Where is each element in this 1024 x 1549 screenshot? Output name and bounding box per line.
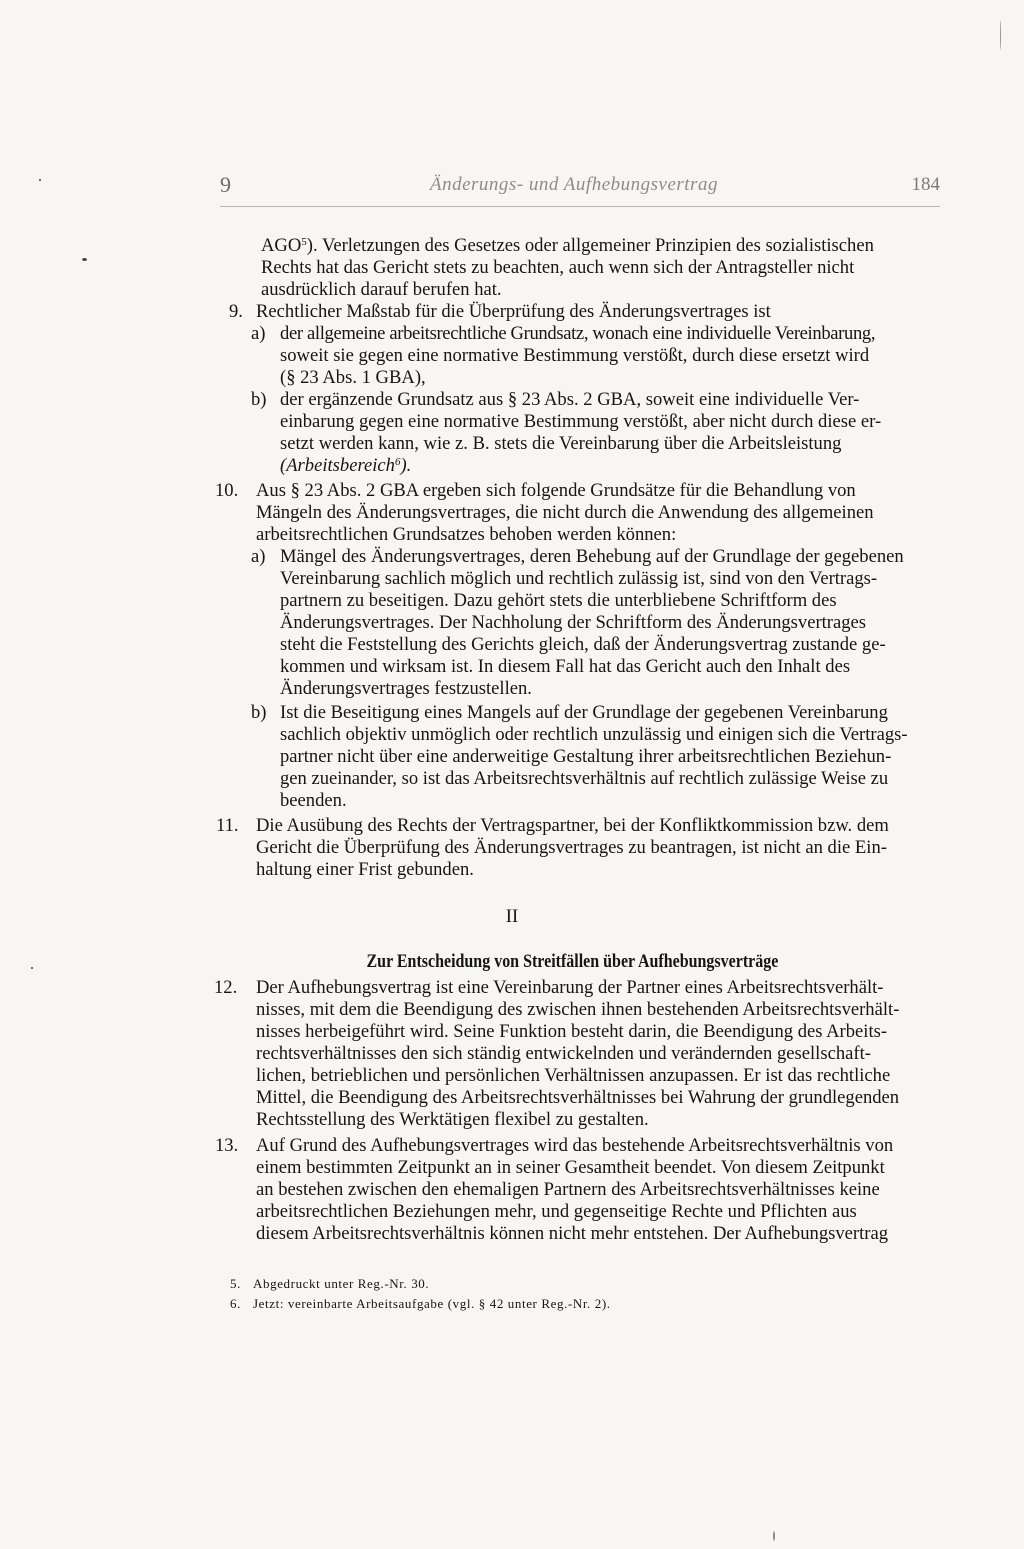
scan-speck: [82, 258, 87, 261]
text-line: gen zueinander, so ist das Arbeitsrechtsverhältnis auf rechtlich zulässige Weise zu: [280, 768, 889, 789]
text-line: Rechtsstellung des Werktätigen flexibel zu gestalten.: [256, 1109, 649, 1130]
text-line: rechtsverhältnisses den sich ständig entwickelnden und verändernden gesellschaft-: [256, 1043, 871, 1064]
item-number: 9.: [229, 301, 243, 322]
subitem-label: a): [251, 546, 266, 567]
text-line: einbarung gegen eine normative Bestimmung verstößt, aber nicht durch diese er-: [280, 411, 882, 432]
scan-speck: [773, 1531, 775, 1541]
text-line: Rechtlicher Maßstab für die Überprüfung des Änderungsvertrages ist: [256, 301, 771, 322]
text-line: haltung einer Frist gebunden.: [256, 859, 474, 880]
footnote-ref: 5: [301, 236, 307, 248]
text-line: ausdrücklich darauf berufen hat.: [261, 279, 502, 300]
item-number: 12.: [214, 977, 238, 998]
text-line: der ergänzende Grundsatz aus § 23 Abs. 2 GBA, soweit eine individuelle Ver-: [280, 389, 860, 410]
footnote-text: Abgedruckt unter Reg.-Nr. 30.: [253, 1276, 430, 1291]
text-line: Mängeln des Änderungsvertrages, die nicht durch die Anwendung des allgemeinen: [256, 502, 874, 523]
footnote-number: 5.: [230, 1276, 241, 1291]
item-number: 13.: [215, 1135, 239, 1156]
text-line: Vereinbarung sachlich möglich und rechtlich zulässig ist, sind von den Vertrags-: [280, 568, 878, 589]
subitem-label: a): [251, 323, 266, 344]
text-line: Mittel, die Beendigung des Arbeitsrechtsverhältnisses bei Wahrung der grundlegenden: [256, 1087, 900, 1108]
chapter-number: 9: [220, 172, 231, 197]
text-line: steht die Feststellung des Gerichts gleich, daß der Änderungsvertrag zustande ge-: [280, 634, 886, 655]
text-line: partner nicht über eine anderweitige Gestaltung ihrer arbeitsrechtlichen Beziehun-: [280, 746, 892, 767]
footnote-number: 6.: [230, 1296, 241, 1311]
footnote-ref: 6: [394, 456, 401, 468]
text-line: Mängel des Änderungsvertrages, deren Behebung auf der Grundlage der gegebenen: [280, 546, 904, 567]
running-header: [220, 172, 940, 207]
item-number: 11.: [216, 815, 239, 836]
scan-speck: [1000, 20, 1001, 50]
text-line: Aus § 23 Abs. 2 GBA ergeben sich folgende Grundsätze für die Behandlung von: [256, 480, 856, 501]
text-line: sachlich objektiv unmöglich oder rechtlich unzulässig und einigen sich die Vertrags-: [280, 724, 908, 745]
text-line: an bestehen zwischen den ehemaligen Partnern des Arbeitsrechtsverhältnisses keine: [256, 1179, 880, 1200]
text-line: Rechts hat das Gericht stets zu beachten, auch wenn sich der Antragsteller nicht: [261, 257, 855, 278]
item-number: 10.: [215, 480, 239, 501]
text-line: AGO$^5$). Verletzungen des Gesetzes oder allgemeiner Prinzipien des sozialistischen: [261, 235, 874, 256]
text-line: Der Aufhebungsvertrag ist eine Vereinbarung der Partner eines Arbeitsrechtsverhält-: [256, 977, 884, 998]
text-line: arbeitsrechtlichen Grundsatzes behoben werden können:: [256, 524, 677, 545]
text-line: Änderungsvertrages. Der Nachholung der Schriftform des Änderungsvertrages: [280, 612, 867, 633]
page-number: 184: [911, 174, 940, 195]
text-line: nisses herbeigeführt wird. Seine Funktion besteht darin, die Beendigung des Arbeits-: [256, 1021, 888, 1042]
text-line: setzt werden kann, wie z. B. stets die Vereinbarung über die Arbeitsleistung: [280, 433, 842, 454]
text-line: diesem Arbeitsrechtsverhältnis können nicht mehr entstehen. Der Aufhebungsvertrag: [256, 1223, 889, 1244]
text-line: Auf Grund des Aufhebungsvertrages wird das bestehende Arbeitsrechtsverhältnis von: [256, 1135, 894, 1156]
text-line: Ist die Beseitigung eines Mangels auf der Grundlage der gegebenen Vereinbarung: [280, 702, 888, 723]
section-number: II: [505, 906, 519, 927]
text-line: arbeitsrechtlichen Beziehungen mehr, und gegenseitige Rechte und Pflichten aus: [256, 1201, 857, 1222]
text-line: lichen, betrieblichen und persönlichen Verhältnissen anzupassen. Er ist das rechtliche: [256, 1065, 891, 1086]
subitem-label: b): [251, 389, 267, 410]
text-line: Gericht die Überprüfung des Änderungsvertrages zu beantragen, ist nicht an die Ein-: [256, 837, 887, 858]
text-line: soweit sie gegen eine normative Bestimmung verstößt, durch diese ersetzt wird: [280, 345, 870, 366]
text-line: nisses, mit dem die Beendigung des zwischen ihnen bestehenden Arbeitsrechtsverhält-: [256, 999, 900, 1020]
text-line: (Arbeitsbereich$^6$).: [280, 455, 412, 476]
text-line: partnern zu beseitigen. Dazu gehört stets die unterbliebene Schriftform des: [280, 590, 837, 611]
subitem-label: b): [251, 702, 267, 723]
text-line: einem bestimmten Zeitpunkt an in seiner Gesamtheit beendet. Von diesem Zeitpunkt: [256, 1157, 885, 1178]
text-line: Die Ausübung des Rechts der Vertragspartner, bei der Konfliktkommission bzw. dem: [256, 815, 889, 836]
text-line: der allgemeine arbeitsrechtliche Grundsatz, wonach eine individuelle Vereinbarung,: [280, 323, 876, 344]
text-line: Änderungsvertrages festzustellen.: [280, 678, 532, 699]
text-line: kommen und wirksam ist. In diesem Fall hat das Gericht auch den Inhalt des: [280, 656, 851, 677]
text-line: (§ 23 Abs. 1 GBA),: [280, 367, 426, 388]
footnote-text: Jetzt: vereinbarte Arbeitsaufgabe (vgl. § 42 unter Reg.-Nr. 2).: [253, 1296, 611, 1311]
text-line: beenden.: [280, 790, 347, 811]
running-title: Änderungs- und Aufhebungsvertrag: [430, 174, 718, 195]
scan-speck: [39, 179, 41, 181]
scan-speck: [31, 967, 33, 969]
section-heading: Zur Entscheidung von Streitfällen über Aufhebungsverträge: [366, 951, 778, 972]
